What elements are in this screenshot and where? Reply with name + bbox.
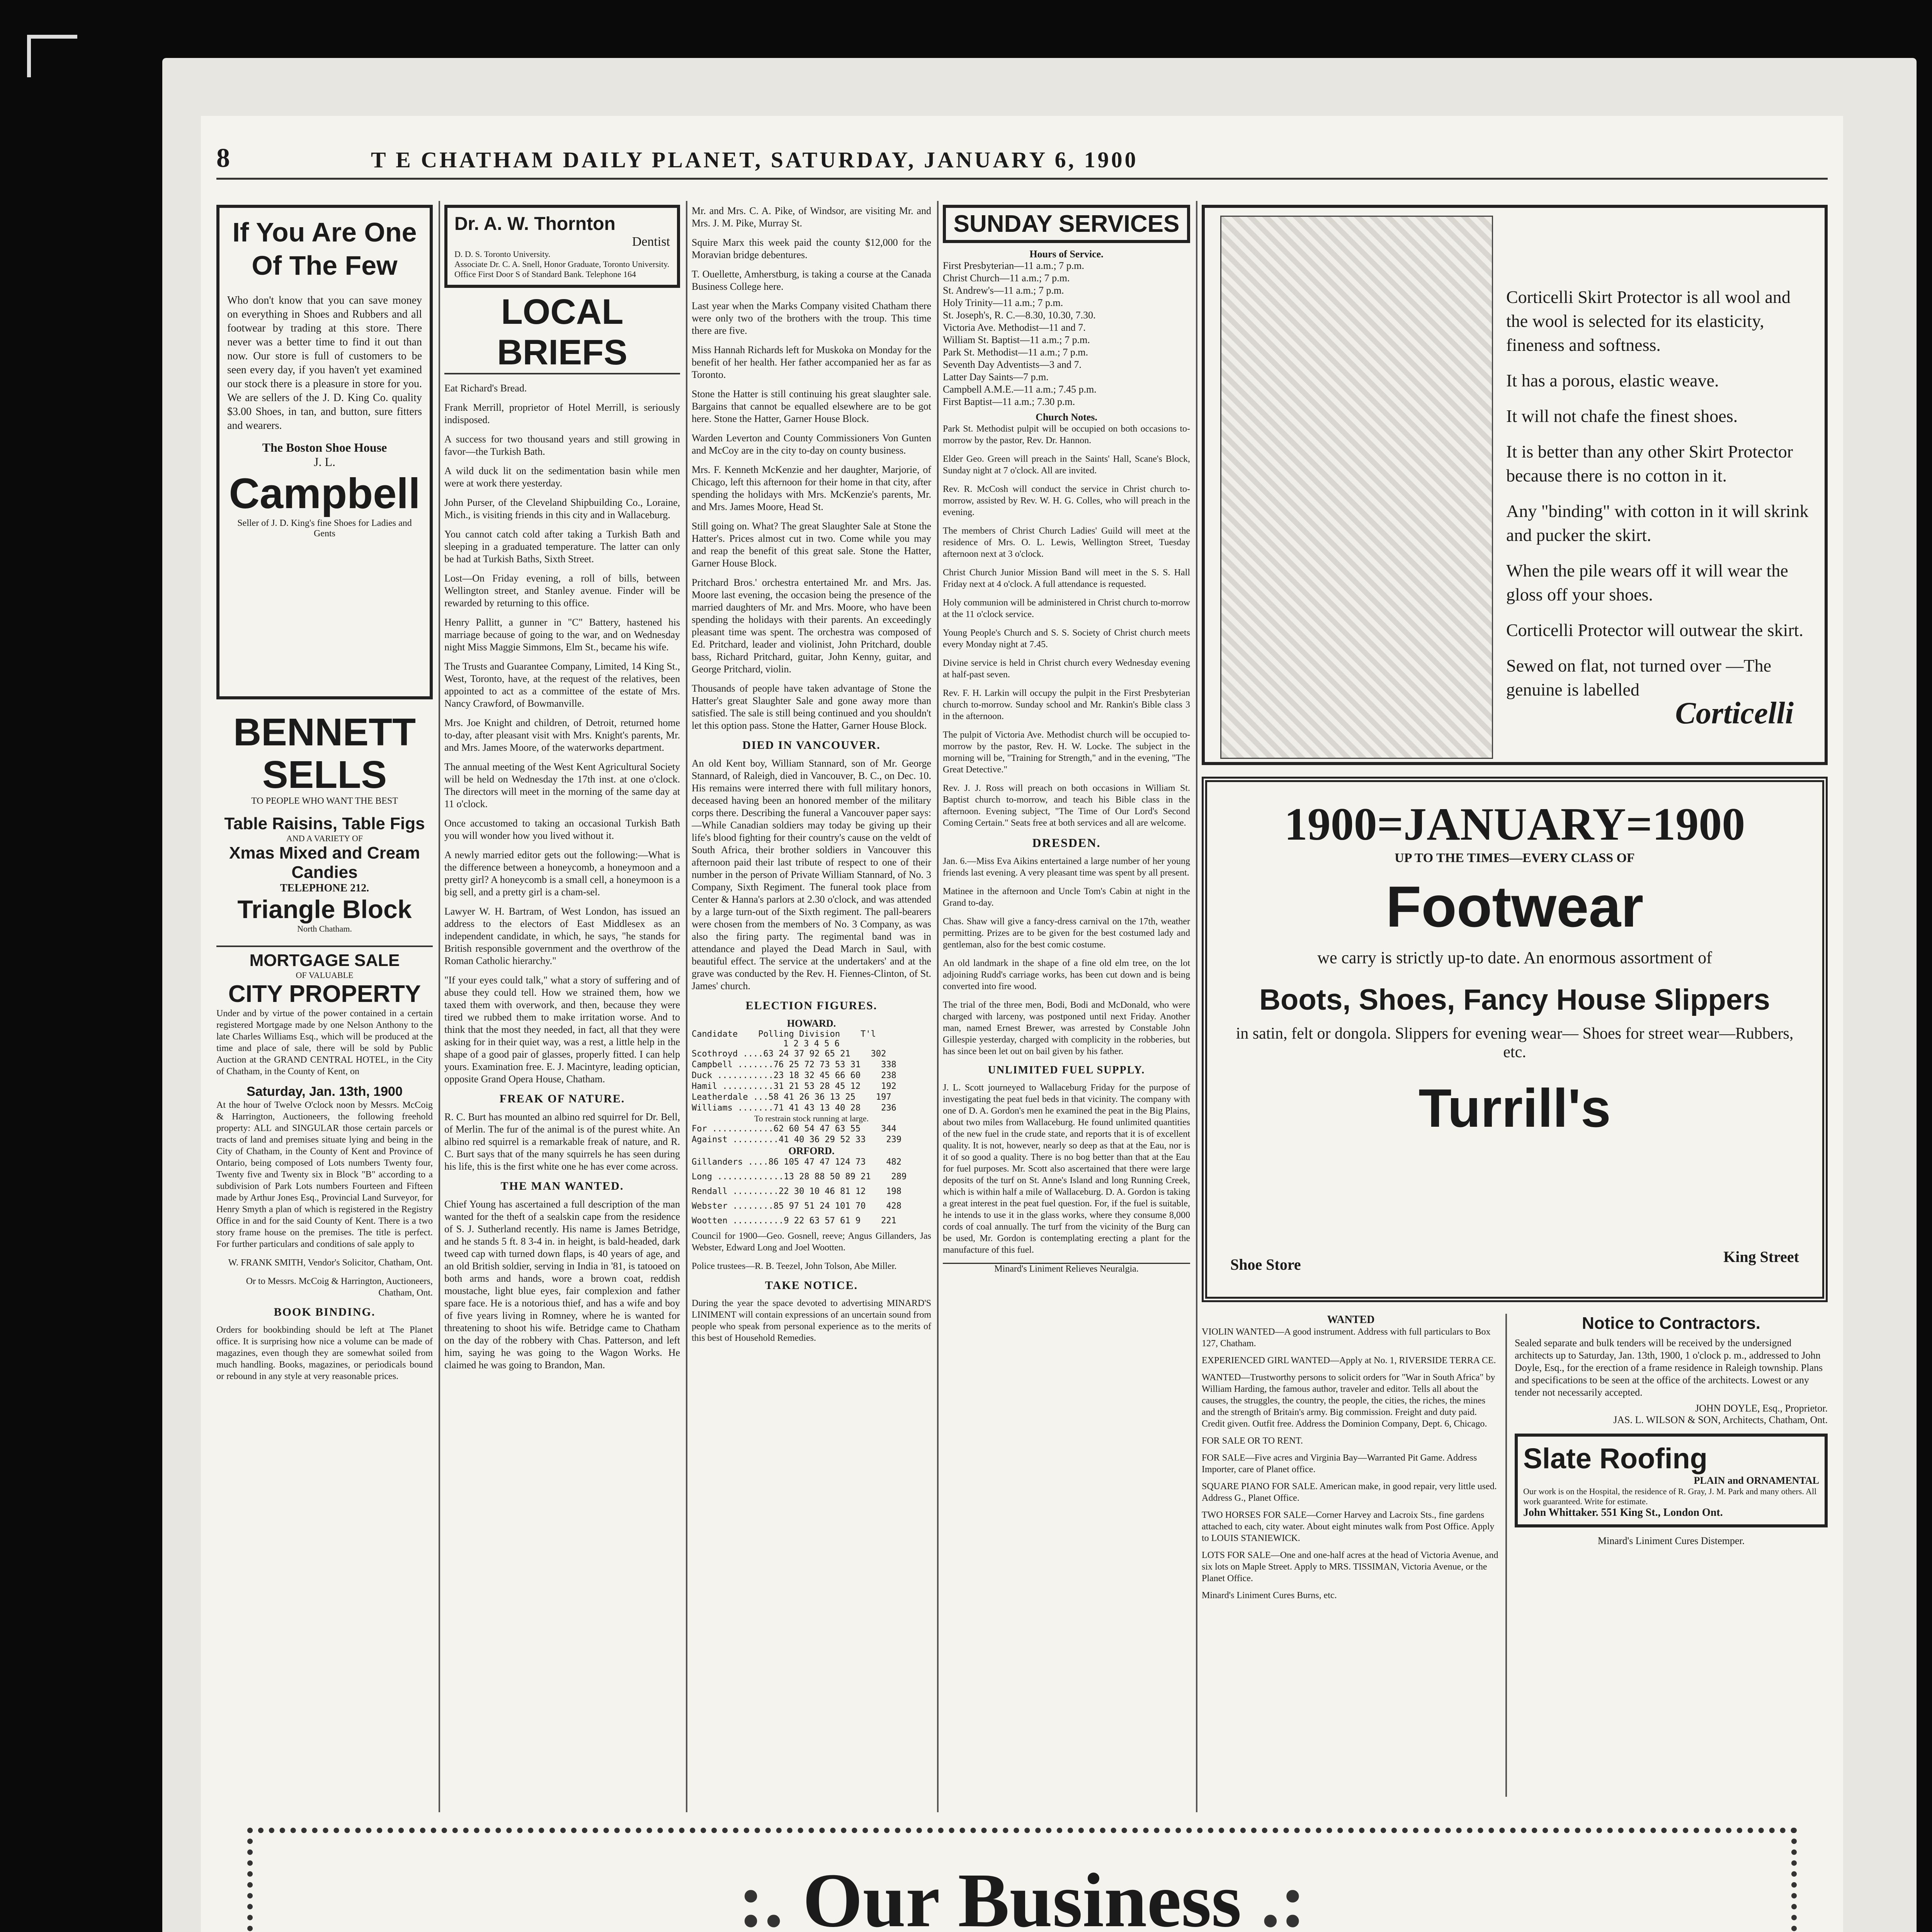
classifieds-list	[1202, 1326, 1500, 1601]
bennett-line1: Table Raisins, Table Figs	[224, 814, 425, 833]
service-hour: Seventh Day Adventists—3 and 7.	[943, 359, 1082, 370]
column-rule	[439, 201, 440, 1812]
brief-item: Last year when the Marks Company visited Chatham there were only two of the brothers with the troup. This time there are five.	[692, 300, 931, 336]
dresden-item: Chas. Shaw will give a fancy-dress carnival on the 17th, weather permitting. Prizes are to be given for the best costumed lady and gentleman, also for the best comic costume.	[943, 917, 1190, 950]
turrill-boots: Boots, Shoes, Fancy House Slippers	[1259, 983, 1770, 1016]
column-3	[692, 205, 931, 1808]
brief-item: The annual meeting of the West Kent Agricultural Society will be held on Wednesday the 17th inst. at one o'clock. The directors will meet in the morning of the same day at 11 o'clock.	[444, 761, 680, 810]
bennett-line3: Xmas Mixed and Cream Candies	[229, 844, 420, 882]
brief-item: T. Ouellette, Amherstburg, is taking a course at the Canada Business College here.	[692, 269, 931, 292]
table-row: Leatherdale ...58 41 26 36 13 25 197	[692, 1092, 891, 1102]
table-row: Campbell .......76 25 72 73 53 31 338	[692, 1060, 896, 1070]
man-wanted-heading: THE MAN WANTED.	[500, 1180, 624, 1192]
fuel-heading: UNLIMITED FUEL SUPPLY.	[988, 1064, 1145, 1076]
contractors-architects: JAS. L. WILSON & SON, Architects, Chatham, Ont.	[1613, 1414, 1828, 1425]
service-hour: Park St. Methodist—11 a.m.; 7 p.m.	[943, 347, 1088, 358]
page-number: 8	[216, 143, 230, 173]
brief-item: Mr. and Mrs. C. A. Pike, of Windsor, are visiting Mr. and Mrs. J. M. Pike, Murray St.	[692, 205, 931, 229]
corticelli-ad	[1202, 205, 1828, 765]
slate-name: John Whittaker. 551 King St., London Ont.	[1523, 1507, 1723, 1519]
hours-heading: Hours of Service.	[1029, 248, 1104, 260]
service-hour: First Baptist—11 a.m.; 7.30 p.m.	[943, 396, 1075, 407]
dentist-role: Dentist	[632, 235, 670, 249]
brief-item: Lawyer W. H. Bartram, of West London, has issued an address to the electors of East Middlesex as an independent candidate, in which, he says, "he stands for British responsible government and the overthrow of the Roman Catholic hierarchy."	[444, 906, 680, 966]
table-row: Rendall .........22 30 10 46 81 12 198	[692, 1187, 902, 1196]
classified-item: WANTED—Trustworthy persons to solicit orders for "War in South Africa" by William Harding, the famous author, traveler and editor. Tells all about the causes, the struggles, the country, the people, the cities, the riches, the mines and the strength of Britain's army. Big commission. Freight and duty paid. Credit given. Outfit free. Address the Dominion Company, Dept. 6, Chicago.	[1202, 1372, 1495, 1429]
column-rule	[937, 201, 939, 1812]
howard-table	[692, 1049, 931, 1114]
service-hour: William St. Baptist—11 a.m.; 7 p.m.	[943, 334, 1090, 345]
church-note: Rev. R. McCosh will conduct the service in Christ church to-morrow, assisted by Rev. W. H. G. Colles, who will preach in the evening.	[943, 484, 1190, 517]
corticelli-line: Corticelli Skirt Protector is all wool and the wool is selected for its elasticity, fineness and softness.	[1506, 287, 1791, 355]
mortgage-heading: MORTGAGE SALE	[249, 951, 400, 970]
brief-item: Frank Merrill, proprietor of Hotel Merrill, is seriously indisposed.	[444, 402, 680, 425]
sunday-services-heading: SUNDAY SERVICES	[953, 211, 1180, 237]
dresden-item: Matinee in the afternoon and Uncle Tom's Cabin at night in the Grand to-day.	[943, 886, 1190, 908]
church-note: Park St. Methodist pulpit will be occupied on both occasions to-morrow by the pastor, Rev. Dr. Hannon.	[943, 424, 1190, 446]
few-ad-tagline: Seller of J. D. King's fine Shoes for Ladies and Gents	[237, 518, 412, 539]
corticelli-line: Corticelli Protector will outwear the skirt.	[1506, 620, 1804, 640]
classified-item: EXPERIENCED GIRL WANTED—Apply at No. 1, RIVERSIDE TERRA CE.	[1202, 1355, 1496, 1366]
column-2	[444, 205, 680, 1808]
few-ad-store: The Boston Shoe House	[262, 440, 387, 454]
freak-heading: FREAK OF NATURE.	[499, 1092, 625, 1105]
skirt-lady-illustration	[1220, 216, 1493, 759]
mortgage-sub: OF VALUABLE	[296, 970, 354, 980]
bennett-block: Triangle Block	[237, 895, 412, 923]
heading-deco-left: :.	[738, 1858, 784, 1932]
orford-label: ORFORD.	[788, 1145, 835, 1156]
corticelli-line: Sewed on flat, not turned over —The genuine is labelled	[1506, 656, 1771, 699]
classifieds-heading: WANTED	[1327, 1314, 1375, 1326]
bennett-line2: AND A VARIETY OF	[286, 833, 363, 843]
our-business-ad	[247, 1828, 1797, 1932]
turrill-ad	[1202, 777, 1828, 1302]
brief-item: Mrs. F. Kenneth McKenzie and her daughter, Marjorie, of Chicago, left this afternoon for their home in that city, after spending the holidays with Mrs. McKenzie's parents, Mr. and Mrs. James Moore, Head St.	[692, 464, 931, 512]
table-row: Scothroyd ....63 24 37 92 65 21 302	[692, 1049, 886, 1059]
church-note: Young People's Church and S. S. Society of Christ church meets every Monday night at 7.45.	[943, 628, 1190, 650]
dentist-creds: D. D. S. Toronto University.	[454, 249, 551, 259]
service-hour: First Presbyterian—11 a.m.; 7 p.m.	[943, 260, 1084, 271]
table-head: Candidate Polling Division T'l	[692, 1029, 876, 1039]
table-row: Long .............13 28 88 50 89 21 289	[692, 1172, 907, 1182]
brief-item: Miss Hannah Richards left for Muskoka on Monday for the benefit of her health. Her father accompanied her as far as Toronto.	[692, 344, 931, 380]
brief-item: Pritchard Bros.' orchestra entertained Mr. and Mrs. Jas. Moore last evening, the occasion being the presence of the married daughters of Mr. and Mrs. Moore, who have been spending the holidays with their parents. An exceedingly pleasant time was spent. The orchestra was composed of Ed. Pritchard, leader and violinist, John Pritchard, double bass, Richard Pritchard, guitar, John Kenny, guitar, and George Pritchard, violin.	[692, 577, 931, 675]
corticelli-signature: Corticelli	[1675, 696, 1794, 730]
bennett-phone: TELEPHONE 212.	[280, 882, 369, 894]
table-cols: 1 2 3 4 5 6	[783, 1039, 840, 1049]
dresden-item: The trial of the three men, Bodi, Bodi and McDonald, who were charged with larceny, was postponed until next Friday. Another man, named Ernest Brewer, was arrested by Constable John Gillespie yesterday, charged with complicity in the robberies, but has since been let out on bail given by his father.	[943, 1000, 1190, 1056]
tax-table	[692, 1124, 931, 1145]
notice-body: During the year the space devoted to advertising MINARD'S LINIMENT will contain expressions of an uncertain sound from people who speak from personal experience as to the merits of this best of Household Remedies.	[692, 1298, 931, 1343]
tax-heading: To restrain stock running at large.	[754, 1114, 869, 1123]
column-rule	[686, 201, 687, 1812]
brief-item: Once accustomed to taking an occasional Turkish Bath you will wonder how you lived without it.	[444, 818, 680, 841]
our-business-heading-row	[287, 1856, 1757, 1932]
mortgage-body2: At the hour of Twelve O'clock noon by Messrs. McCoig & Harrington, Auctioneers, the following freehold property: ALL and SINGULAR those certain parcels or tracts of land and premises situate lying and being in the City of Chatham, in the County of Kent and Province of Ontario, being composed of Lots numbers Twenty four, Twenty five and Twenty six in Block "B" according to a subdivision of Park Lots numbers Fourteen and Fifteen made by Arthur Jones Esq., Provincial Land Surveyor, for Henry Smyth a plan of which is registered in the Registry Office in and for the said County of Kent. There is a two story frame house on the premises. The title is perfect. For further particulars and conditions of sale apply to	[216, 1100, 433, 1249]
slate-roofing-ad	[1515, 1434, 1828, 1527]
corticelli-line: When the pile wears off it will wear the gloss off your shoes.	[1506, 561, 1788, 604]
table-row: Williams .......71 41 43 13 40 28 236	[692, 1103, 896, 1113]
dresden-heading: DRESDEN.	[1032, 836, 1101, 850]
fuel-body: J. L. Scott journeyed to Wallaceburg Friday for the purpose of investigating the peat fuel beds in that vicinity. The company with one of D. A. Gordon's men he examined the peat in the Big Plains, about two miles from Wallaceburg. He found unlimited quantities of the new fuel in the crude state, and reports that it is of excellent quality. It is not, however, nearly so deep as that at the Eau, nor is it of so good a quality. There is no bog better than that at the Eau for fuel purposes. Mr. Scott also ascertained that there were large deposits of the turf on St. Anne's Island and long Running Creek, which is within half a mile of Wallaceburg. D. A. Gordon is taking a great interest in the peat fuel question. For, if the fuel is suitable, he intends to use it in the glass works, where they consume 8,000 cords of coal annually. The turf from the vicinity of the Burg can be used, Mr. Gordon is contemplating erecting a plant for the manufacture of this fuel.	[943, 1083, 1190, 1255]
service-hour: Campbell A.M.E.—11 a.m.; 7.45 p.m.	[943, 384, 1097, 395]
mortgage-title: CITY PROPERTY	[228, 981, 421, 1007]
brief-item: The Trusts and Guarantee Company, Limited, 14 King St., West, Toronto, have, at the request of the relatives, been appointed to act as a committee of the estate of Mrs. Nancy Crawford, of Bowmanville.	[444, 661, 680, 709]
classified-item: Minard's Liniment Cures Burns, etc.	[1202, 1590, 1337, 1600]
church-notes	[943, 423, 1190, 829]
our-business-heading: Our Business	[803, 1858, 1242, 1932]
service-hour: St. Andrew's—11 a.m.; 7 p.m.	[943, 285, 1064, 296]
corticelli-line: Any "binding" with cotton in it will skrink and pucker the skirt.	[1506, 501, 1809, 545]
election-heading: ELECTION FIGURES.	[745, 999, 878, 1012]
dresden-item: Jan. 6.—Miss Eva Aikins entertained a large number of her young friends last evening. A very pleasant time was spent by all present.	[943, 856, 1190, 878]
few-ad-body: Who don't know that you can save money on everything in Shoes and Rubbers and all footwear by trading at this store. There never was a better time to find it out than now. Our store is full of customers to be seen every day, if you haven't yet examined our stock there is a pleasure in store for you. We are sellers of the J. D. King Co. quality $3.00 Shoes, in tan, and button, sure fitters and wearers.	[227, 294, 422, 432]
masthead	[216, 131, 1828, 180]
brief-item: You cannot catch cold after taking a Turkish Bath and sleeping in a graduated temperature. The latter can only be had at Turkish Baths, Sixth Street.	[444, 529, 680, 565]
slate-body: Our work is on the Hospital, the residence of R. Gray, J. M. Park and many others. All work guaranteed. Write for estimate.	[1523, 1486, 1817, 1506]
brief-item: Warden Leverton and County Commissioners Von Gunten and McCoy are in the city to-day on county business.	[692, 432, 931, 456]
church-note: Elder Geo. Green will preach in the Saints' Hall, Scane's Block, Sunday night at 7 o'clock. All are invited.	[943, 454, 1190, 476]
corticelli-text	[1506, 285, 1815, 713]
vancouver-body: An old Kent boy, William Stannard, son of Mr. George Stannard, of Raleigh, died in Vancouver, B. C., on Dec. 10. His remains were interred there with full military honors, deceased having been an honored member of the military corps there. Describing the funeral a Vancouver paper says:—While Canadian soldiers may today be giving up their life's blood fighting for their country's cause on the veldt of South Africa, their brother soldiers in Vancouver this afternoon paid their last tribute of respect to one of their number in the person of Private William Stannard, of No. 3 Company, Sixth Regiment. The funeral took place from Center & Hanna's parlors at 2.30 o'clock, and was attended by a large turn-out of the Sixth regiment. The pall-bearers were chosen from the members of No. 3 Company, as was also the firing party. The regimental band was in attendance and played the Dead March in Saul, with beautiful effect. The service at the undertakers' and at the grave was conducted by the Rev. H. Fiennes-Clinton, of St. James' church.	[692, 758, 931, 992]
mortgage-body: Under and by virtue of the power contained in a certain registered Mortgage made by one Nelson Anthony to the late Charles Williams Esq., which will be produced at the time and place of sale, there will be sold by Public Auction at the GRAND CENTRAL HOTEL, in the City of Chatham, in the County of Kent, on	[216, 1009, 433, 1077]
man-wanted-body: Chief Young has ascertained a full description of the man wanted for the theft of a sealskin cape from the residence of S. J. Sutherland recently. His name is James Betridge, and he stands 5 ft. 8 3-4 in. in height, is bald-headed, dark tweed cap with turned down flaps, is 40 years of age, and an old British soldier, serving in India in '81, is tatooed on both arms and hands, wore a brown coat, reddish moustache, light blue eyes, fair complexion and father spare face. He is a notorious thief, and has a wife and boy of five years living in Romney, where he is wanted for threatening to shoot his wife. Betridge came to Chatham on the day of the robbery with Chas. Patterson, and left him, saying he was going to the Wagon Works. He claimed he was going to Brandon, Man.	[444, 1199, 680, 1371]
brief-item: A newly married editor gets out the following:—What is the difference between a honeycomb, a honeymoon and a pretty girl? A honeycomb is a small cell, a honeymoon is a big sell, and a pretty girl is a cham-sel.	[444, 849, 680, 898]
binding-body: Orders for bookbinding should be left at The Planet office. It is surprising how nice a volume can be made of magazines, even though they are somewhat soiled from much handling. Books, magazines, or periodicals bound or rebound in any style at very reasonable prices.	[216, 1325, 433, 1381]
few-ad-initials: J. L.	[314, 455, 335, 469]
freak-body: R. C. Burt has mounted an albino red squirrel for Dr. Bell, of Merlin. The fur of the animal is of the purest white. An albino red squirrel is a remarkable freak of nature, and R. C. Burt says that of the many squirrels he has seen during his life, this is the first white one he has ever come across.	[444, 1111, 680, 1172]
brief-item: A wild duck lit on the sedimentation basin while men were at work there yesterday.	[444, 465, 680, 489]
turrill-store: Shoe Store	[1230, 1256, 1301, 1273]
corticelli-line: It is better than any other Skirt Protector because there is no cotton in it.	[1506, 442, 1793, 485]
brief-item: A success for two thousand years and still growing in favor—the Turkish Bath.	[444, 434, 680, 457]
service-hour: Victoria Ave. Methodist—11 and 7.	[943, 322, 1086, 333]
table-row: For ............62 60 54 47 63 55 344	[692, 1124, 896, 1134]
binding-heading: BOOK BINDING.	[274, 1306, 376, 1318]
notes-heading: Church Notes.	[1036, 412, 1097, 423]
classified-item: TWO HORSES FOR SALE—Corner Harvey and Lacroix Sts., fine gardens attached to each, city water. About eight minutes walk from Post Office. Apply to LOUIS STANIEWICK.	[1202, 1510, 1495, 1543]
howard-label: HOWARD.	[787, 1018, 836, 1029]
dentist-name: Dr. A. W. Thornton	[454, 214, 616, 234]
service-hour: Holy Trinity—11 a.m.; 7 p.m.	[943, 297, 1063, 308]
sunday-services-box	[943, 205, 1190, 243]
church-note: Holy communion will be administered in Christ church to-morrow at the 11 o'clock service.	[943, 598, 1190, 619]
service-hour: Christ Church—11 a.m.; 7 p.m.	[943, 272, 1070, 284]
brief-item: Thousands of people have taken advantage of Stone the Hatter's great Slaughter Sale and gone away more than satisfied. The sale is still being continued and you shouldn't let this option pass. Stone the Hatter, Garner House Block.	[692, 683, 931, 731]
slate-sub: PLAIN and ORNAMENTAL	[1694, 1475, 1819, 1486]
brief-item: Mrs. Joe Knight and children, of Detroit, returned home to-day, after pleasant visit with Mrs. Knight's parents, Mr. and Mrs. James Moore, of the waterworks department.	[444, 717, 680, 753]
church-note: The members of Christ Church Ladies' Guild will meet at the residence of Mrs. O. L. Lewis, Wellington Street, Tuesday afternoon next at 3 o'clock.	[943, 526, 1190, 559]
bennett-ad	[216, 711, 433, 934]
brief-item: Stone the Hatter is still continuing his great slaughter sale. Bargains that cannot be equalled elsewhere are to be got here. Stone the Hatter, Garner House Block.	[692, 388, 931, 424]
dresden-items	[943, 855, 1190, 1057]
brief-item: Lost—On Friday evening, a roll of bills, between Wellington street, and Stanley avenue. Finder will be rewarded by returning to this office.	[444, 573, 680, 609]
church-note: Rev. F. H. Larkin will occupy the pulpit in the First Presbyterian church to-morrow. Sunday school and Mr. Rankin's Bible class 3 in the afternoon.	[943, 688, 1190, 721]
classified-item: SQUARE PIANO FOR SALE. American make, in good repair, very little used. Address G., Planet Office.	[1202, 1481, 1497, 1503]
local-briefs-list	[444, 382, 680, 1085]
corticelli-line: It will not chafe the finest shoes.	[1506, 406, 1738, 426]
brief-item: Henry Pallitt, a gunner in "C" Battery, hastened his marriage because of going to the war, and on Wednesday night Miss Maggie Simmons, Elm St., became his wife.	[444, 617, 680, 653]
service-hour: Latter Day Saints—7 p.m.	[943, 371, 1049, 383]
classified-item: FOR SALE OR TO RENT.	[1202, 1436, 1303, 1446]
brief-item: Eat Richard's Bread.	[444, 383, 527, 394]
turrill-tag: UP TO THE TIMES—EVERY CLASS OF	[1395, 851, 1635, 865]
mortgage-date: Saturday, Jan. 13th, 1900	[247, 1084, 403, 1099]
minard-relieves: Minard's Liniment Relieves Neuralgia.	[943, 1263, 1190, 1274]
column-rule	[1196, 201, 1197, 1812]
classifieds	[1202, 1314, 1507, 1797]
book-binding	[216, 1306, 433, 1382]
mortgage-sale	[216, 946, 433, 1299]
minard-distemper: Minard's Liniment Cures Distemper.	[1597, 1535, 1745, 1546]
heading-deco-right: .:	[1260, 1858, 1306, 1932]
bennett-heading: BENNETT SELLS	[233, 711, 416, 796]
contractors-proprietor: JOHN DOYLE, Esq., Proprietor.	[1695, 1403, 1828, 1414]
dentist-assoc: Associate Dr. C. A. Snell, Honor Graduate, Toronto University. Office First Door S of Standard Bank. Telephone 164	[454, 259, 670, 279]
personal-items	[692, 205, 931, 732]
newspaper-title: T E CHATHAM DAILY PLANET, SATURDAY, JANUARY 6, 1900	[371, 147, 1138, 172]
hours-list	[943, 260, 1190, 408]
church-note: Rev. J. J. Ross will preach on both occasions in William St. Baptist church to-morrow, and teach his Bible class in the afternoon. Evening subject, "The Time of Our Lord's Second Coming Certain." Seats free at both services and all are welcome.	[943, 783, 1190, 828]
classified-item: FOR SALE—Five acres and Virginia Bay—Warranted Pit Game. Address Importer, care of Planet office.	[1202, 1453, 1477, 1475]
service-hour: St. Joseph's, R. C.—8.30, 10.30, 7.30.	[943, 310, 1096, 321]
turrill-street: King Street	[1723, 1248, 1799, 1265]
contractors-body: Sealed separate and bulk tenders will be received by the undersigned architects up to Saturday, Jan. 13th, 1900, 1 o'clock p. m., addressed to John Doyle, Esq., for the erection of a frame residence in Raleigh township. Plans and specifications to be seen at the office of the architects. Lowest or any tender not necessarily accepted.	[1515, 1337, 1823, 1398]
table-row: Against .........41 40 36 29 52 33 239	[692, 1135, 902, 1145]
few-ad-name: Campbell	[229, 470, 420, 517]
church-note: Christ Church Junior Mission Band will meet in the S. S. Hall Friday next at 4 o'clock. A full attendance is requested.	[943, 568, 1190, 589]
shoe-house-ad	[216, 205, 433, 699]
turrill-footwear: Footwear	[1386, 874, 1644, 939]
orford-table	[692, 1157, 931, 1226]
council-text: Council for 1900—Geo. Gosnell, reeve; Angus Gillanders, Jas Webster, Edward Long and Joel Wootten.	[692, 1231, 931, 1253]
corticelli-line: It has a porous, elastic weave.	[1506, 371, 1719, 390]
church-note: Divine service is held in Christ church every Wednesday evening at half-past seven.	[943, 658, 1190, 680]
brief-item: Still going on. What? The great Slaughter Sale at Stone the Hatter's. Prices almost cut in two. Come while you may and reap the benefit of this great sale. Stone the Hatter, Garner House Block.	[692, 520, 931, 569]
bennett-intro: TO PEOPLE WHO WANT THE BEST	[251, 796, 398, 806]
table-row: Duck ...........23 18 32 45 66 60 238	[692, 1071, 896, 1080]
table-row: Gillanders ....86 105 47 47 124 73 482	[692, 1157, 902, 1167]
local-briefs-heading: LOCAL BRIEFS	[444, 292, 680, 374]
table-row: Hamil ..........31 21 53 28 45 12 192	[692, 1082, 896, 1091]
newspaper-page	[201, 116, 1843, 1932]
column-4	[943, 205, 1190, 1808]
bennett-area: North Chatham.	[297, 924, 352, 934]
police-text: Police trustees—R. B. Teezel, John Tolson, Abe Miller.	[692, 1261, 897, 1271]
mortgage-solicitor: W. FRANK SMITH, Vendor's Solicitor, Chatham, Ont.	[228, 1258, 433, 1268]
contractors-heading: Notice to Contractors.	[1582, 1314, 1761, 1333]
turrill-date: 1900=JANUARY=1900	[1284, 798, 1745, 850]
vancouver-heading: DIED IN VANCOUVER.	[742, 739, 881, 752]
turrill-name: Turrill's	[1418, 1078, 1611, 1138]
table-row: Wootten ..........9 22 63 57 61 9 221	[692, 1216, 896, 1226]
brief-item: John Purser, of the Cleveland Shipbuilding Co., Loraine, Mich., is visiting friends in this city and in Wallaceburg.	[444, 497, 680, 520]
dentist-card	[444, 205, 680, 288]
turrill-materials: in satin, felt or dongola. Slippers for evening wear— Shoes for street wear—Rubbers, etc.	[1236, 1025, 1794, 1061]
church-note: The pulpit of Victoria Ave. Methodist church will be occupied to-morrow by the pastor, Rev. H. W. Locke. The subject in the morning will be, "Training for Strength," and in the evening, "The Great Detective."	[943, 730, 1190, 775]
notice-heading: TAKE NOTICE.	[765, 1279, 858, 1292]
brief-item: Squire Marx this week paid the county $12,000 for the Moravian bridge debentures.	[692, 237, 931, 260]
few-ad-heading: If You Are One Of The Few	[232, 217, 417, 281]
contractors-notice	[1515, 1314, 1828, 1797]
column-1	[216, 205, 433, 1808]
turrill-body: we carry is strictly up-to date. An enormous assortment of	[1317, 948, 1712, 967]
table-row: Webster ........85 97 51 24 101 70 428	[692, 1201, 902, 1211]
classified-item: LOTS FOR SALE—One and one-half acres at the head of Victoria Avenue, and six lots on Maple Street. Apply to MRS. TISSIMAN, Victoria Avenue, or the Planet Office.	[1202, 1550, 1498, 1583]
mortgage-auctioneers: Or to Messrs. McCoig & Harrington, Auctioneers, Chatham, Ont.	[246, 1276, 433, 1298]
corner-mark-top-left	[27, 35, 77, 77]
classified-item: VIOLIN WANTED—A good instrument. Address with full particulars to Box 127, Chatham.	[1202, 1327, 1491, 1349]
dresden-item: An old landmark in the shape of a fine old elm tree, on the lot adjoining Rudd's carriage works, has been cut down and is being converted into fire wood.	[943, 958, 1190, 992]
brief-item: "If your eyes could talk," what a story of suffering and of abuse they could tell. How we strained them, how we taxed them with overwork, and then, because they were tired we rubbed them to make irritation worse. And to think that the most they needed, in fact, all that they were asking for in their quiet way, was a rest, a little help in the shape of a good pair of glasses, properly fitted. I can help yours. Examination free. E. J. Macintyre, leading optician, opposite Grand Opera House, Chatham.	[444, 975, 680, 1085]
slate-heading: Slate Roofing	[1523, 1442, 1708, 1475]
